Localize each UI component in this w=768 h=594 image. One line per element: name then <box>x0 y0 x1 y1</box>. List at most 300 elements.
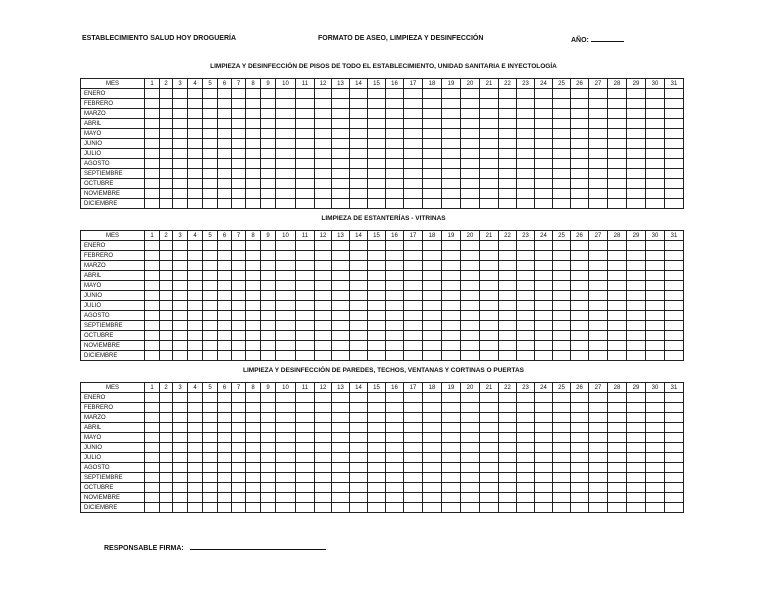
check-cell[interactable] <box>499 261 517 271</box>
check-cell[interactable] <box>276 463 296 473</box>
check-cell[interactable] <box>571 403 589 413</box>
check-cell[interactable] <box>627 159 646 169</box>
check-cell[interactable] <box>188 403 203 413</box>
check-cell[interactable] <box>646 199 665 209</box>
check-cell[interactable] <box>535 341 553 351</box>
check-cell[interactable] <box>404 241 423 251</box>
check-cell[interactable] <box>553 159 571 169</box>
check-cell[interactable] <box>246 473 261 483</box>
check-cell[interactable] <box>332 89 350 99</box>
check-cell[interactable] <box>553 189 571 199</box>
check-cell[interactable] <box>218 331 232 341</box>
check-cell[interactable] <box>261 493 276 503</box>
check-cell[interactable] <box>276 179 296 189</box>
check-cell[interactable] <box>261 483 276 493</box>
check-cell[interactable] <box>332 473 350 483</box>
check-cell[interactable] <box>160 281 173 291</box>
check-cell[interactable] <box>203 321 218 331</box>
check-cell[interactable] <box>646 463 665 473</box>
check-cell[interactable] <box>553 241 571 251</box>
check-cell[interactable] <box>246 463 261 473</box>
check-cell[interactable] <box>261 473 276 483</box>
check-cell[interactable] <box>296 403 315 413</box>
check-cell[interactable] <box>218 341 232 351</box>
check-cell[interactable] <box>423 423 442 433</box>
check-cell[interactable] <box>608 129 627 139</box>
check-cell[interactable] <box>553 261 571 271</box>
check-cell[interactable] <box>261 453 276 463</box>
check-cell[interactable] <box>246 341 261 351</box>
check-cell[interactable] <box>665 261 684 271</box>
check-cell[interactable] <box>646 493 665 503</box>
check-cell[interactable] <box>315 159 332 169</box>
check-cell[interactable] <box>665 493 684 503</box>
check-cell[interactable] <box>145 241 160 251</box>
check-cell[interactable] <box>535 331 553 341</box>
check-cell[interactable] <box>332 321 350 331</box>
check-cell[interactable] <box>261 179 276 189</box>
check-cell[interactable] <box>665 99 684 109</box>
check-cell[interactable] <box>535 423 553 433</box>
check-cell[interactable] <box>218 189 232 199</box>
check-cell[interactable] <box>232 433 246 443</box>
check-cell[interactable] <box>145 271 160 281</box>
check-cell[interactable] <box>589 403 608 413</box>
check-cell[interactable] <box>368 189 386 199</box>
check-cell[interactable] <box>246 99 261 109</box>
check-cell[interactable] <box>517 311 535 321</box>
check-cell[interactable] <box>627 271 646 281</box>
check-cell[interactable] <box>571 443 589 453</box>
check-cell[interactable] <box>145 99 160 109</box>
check-cell[interactable] <box>480 311 499 321</box>
check-cell[interactable] <box>218 199 232 209</box>
check-cell[interactable] <box>627 311 646 321</box>
check-cell[interactable] <box>608 311 627 321</box>
check-cell[interactable] <box>160 261 173 271</box>
check-cell[interactable] <box>571 149 589 159</box>
check-cell[interactable] <box>553 199 571 209</box>
check-cell[interactable] <box>517 149 535 159</box>
check-cell[interactable] <box>589 291 608 301</box>
check-cell[interactable] <box>232 261 246 271</box>
check-cell[interactable] <box>246 281 261 291</box>
check-cell[interactable] <box>423 321 442 331</box>
check-cell[interactable] <box>608 433 627 443</box>
check-cell[interactable] <box>368 281 386 291</box>
check-cell[interactable] <box>665 109 684 119</box>
check-cell[interactable] <box>480 403 499 413</box>
check-cell[interactable] <box>461 341 480 351</box>
check-cell[interactable] <box>145 159 160 169</box>
check-cell[interactable] <box>350 331 368 341</box>
check-cell[interactable] <box>350 281 368 291</box>
check-cell[interactable] <box>232 393 246 403</box>
check-cell[interactable] <box>368 271 386 281</box>
check-cell[interactable] <box>646 351 665 361</box>
check-cell[interactable] <box>589 169 608 179</box>
check-cell[interactable] <box>368 443 386 453</box>
check-cell[interactable] <box>553 443 571 453</box>
check-cell[interactable] <box>173 403 188 413</box>
check-cell[interactable] <box>188 443 203 453</box>
check-cell[interactable] <box>553 473 571 483</box>
check-cell[interactable] <box>350 139 368 149</box>
check-cell[interactable] <box>246 443 261 453</box>
check-cell[interactable] <box>296 463 315 473</box>
check-cell[interactable] <box>315 321 332 331</box>
check-cell[interactable] <box>188 493 203 503</box>
check-cell[interactable] <box>553 89 571 99</box>
check-cell[interactable] <box>589 261 608 271</box>
check-cell[interactable] <box>332 189 350 199</box>
check-cell[interactable] <box>608 159 627 169</box>
check-cell[interactable] <box>517 281 535 291</box>
check-cell[interactable] <box>315 99 332 109</box>
check-cell[interactable] <box>261 321 276 331</box>
check-cell[interactable] <box>296 413 315 423</box>
check-cell[interactable] <box>665 483 684 493</box>
check-cell[interactable] <box>203 169 218 179</box>
check-cell[interactable] <box>461 109 480 119</box>
check-cell[interactable] <box>627 483 646 493</box>
check-cell[interactable] <box>442 291 461 301</box>
check-cell[interactable] <box>404 453 423 463</box>
check-cell[interactable] <box>332 99 350 109</box>
check-cell[interactable] <box>646 89 665 99</box>
check-cell[interactable] <box>423 159 442 169</box>
check-cell[interactable] <box>203 241 218 251</box>
check-cell[interactable] <box>404 109 423 119</box>
check-cell[interactable] <box>646 393 665 403</box>
check-cell[interactable] <box>218 403 232 413</box>
check-cell[interactable] <box>589 301 608 311</box>
check-cell[interactable] <box>646 179 665 189</box>
check-cell[interactable] <box>350 119 368 129</box>
check-cell[interactable] <box>627 291 646 301</box>
check-cell[interactable] <box>386 493 404 503</box>
check-cell[interactable] <box>553 129 571 139</box>
check-cell[interactable] <box>386 331 404 341</box>
check-cell[interactable] <box>218 311 232 321</box>
check-cell[interactable] <box>386 483 404 493</box>
check-cell[interactable] <box>608 251 627 261</box>
check-cell[interactable] <box>386 169 404 179</box>
check-cell[interactable] <box>627 261 646 271</box>
check-cell[interactable] <box>423 483 442 493</box>
check-cell[interactable] <box>404 503 423 513</box>
check-cell[interactable] <box>608 169 627 179</box>
check-cell[interactable] <box>232 503 246 513</box>
check-cell[interactable] <box>442 169 461 179</box>
check-cell[interactable] <box>232 281 246 291</box>
check-cell[interactable] <box>461 179 480 189</box>
check-cell[interactable] <box>423 413 442 423</box>
check-cell[interactable] <box>188 413 203 423</box>
check-cell[interactable] <box>188 199 203 209</box>
check-cell[interactable] <box>480 433 499 443</box>
check-cell[interactable] <box>553 403 571 413</box>
check-cell[interactable] <box>203 179 218 189</box>
check-cell[interactable] <box>232 331 246 341</box>
check-cell[interactable] <box>315 503 332 513</box>
check-cell[interactable] <box>646 423 665 433</box>
check-cell[interactable] <box>218 503 232 513</box>
check-cell[interactable] <box>296 443 315 453</box>
check-cell[interactable] <box>461 413 480 423</box>
check-cell[interactable] <box>350 89 368 99</box>
check-cell[interactable] <box>203 281 218 291</box>
check-cell[interactable] <box>517 423 535 433</box>
check-cell[interactable] <box>499 351 517 361</box>
check-cell[interactable] <box>589 199 608 209</box>
check-cell[interactable] <box>203 393 218 403</box>
check-cell[interactable] <box>480 351 499 361</box>
check-cell[interactable] <box>404 179 423 189</box>
check-cell[interactable] <box>261 109 276 119</box>
check-cell[interactable] <box>332 403 350 413</box>
check-cell[interactable] <box>553 281 571 291</box>
check-cell[interactable] <box>332 149 350 159</box>
check-cell[interactable] <box>218 169 232 179</box>
check-cell[interactable] <box>296 89 315 99</box>
check-cell[interactable] <box>203 331 218 341</box>
check-cell[interactable] <box>160 89 173 99</box>
check-cell[interactable] <box>423 291 442 301</box>
check-cell[interactable] <box>261 403 276 413</box>
check-cell[interactable] <box>203 341 218 351</box>
check-cell[interactable] <box>261 99 276 109</box>
check-cell[interactable] <box>589 453 608 463</box>
check-cell[interactable] <box>261 433 276 443</box>
check-cell[interactable] <box>145 291 160 301</box>
check-cell[interactable] <box>571 199 589 209</box>
check-cell[interactable] <box>188 109 203 119</box>
check-cell[interactable] <box>499 473 517 483</box>
check-cell[interactable] <box>386 301 404 311</box>
check-cell[interactable] <box>368 341 386 351</box>
check-cell[interactable] <box>315 109 332 119</box>
check-cell[interactable] <box>665 281 684 291</box>
check-cell[interactable] <box>145 493 160 503</box>
check-cell[interactable] <box>160 321 173 331</box>
check-cell[interactable] <box>423 403 442 413</box>
check-cell[interactable] <box>386 139 404 149</box>
check-cell[interactable] <box>589 281 608 291</box>
check-cell[interactable] <box>218 463 232 473</box>
check-cell[interactable] <box>332 423 350 433</box>
check-cell[interactable] <box>442 443 461 453</box>
check-cell[interactable] <box>218 483 232 493</box>
check-cell[interactable] <box>480 321 499 331</box>
check-cell[interactable] <box>608 109 627 119</box>
check-cell[interactable] <box>368 179 386 189</box>
check-cell[interactable] <box>461 453 480 463</box>
check-cell[interactable] <box>535 261 553 271</box>
check-cell[interactable] <box>160 159 173 169</box>
check-cell[interactable] <box>232 99 246 109</box>
check-cell[interactable] <box>261 261 276 271</box>
check-cell[interactable] <box>608 301 627 311</box>
check-cell[interactable] <box>627 473 646 483</box>
check-cell[interactable] <box>218 413 232 423</box>
check-cell[interactable] <box>535 241 553 251</box>
check-cell[interactable] <box>499 149 517 159</box>
check-cell[interactable] <box>517 493 535 503</box>
check-cell[interactable] <box>203 493 218 503</box>
check-cell[interactable] <box>423 109 442 119</box>
check-cell[interactable] <box>535 493 553 503</box>
check-cell[interactable] <box>276 503 296 513</box>
check-cell[interactable] <box>589 433 608 443</box>
check-cell[interactable] <box>442 251 461 261</box>
check-cell[interactable] <box>517 331 535 341</box>
check-cell[interactable] <box>350 341 368 351</box>
check-cell[interactable] <box>232 453 246 463</box>
check-cell[interactable] <box>517 129 535 139</box>
check-cell[interactable] <box>461 149 480 159</box>
check-cell[interactable] <box>423 301 442 311</box>
check-cell[interactable] <box>627 433 646 443</box>
check-cell[interactable] <box>517 453 535 463</box>
check-cell[interactable] <box>517 341 535 351</box>
check-cell[interactable] <box>188 271 203 281</box>
check-cell[interactable] <box>535 443 553 453</box>
check-cell[interactable] <box>261 311 276 321</box>
check-cell[interactable] <box>665 169 684 179</box>
check-cell[interactable] <box>276 261 296 271</box>
check-cell[interactable] <box>188 139 203 149</box>
check-cell[interactable] <box>218 89 232 99</box>
check-cell[interactable] <box>517 179 535 189</box>
check-cell[interactable] <box>535 393 553 403</box>
check-cell[interactable] <box>461 89 480 99</box>
check-cell[interactable] <box>553 483 571 493</box>
check-cell[interactable] <box>517 443 535 453</box>
check-cell[interactable] <box>332 119 350 129</box>
check-cell[interactable] <box>246 89 261 99</box>
check-cell[interactable] <box>296 423 315 433</box>
check-cell[interactable] <box>296 331 315 341</box>
check-cell[interactable] <box>404 149 423 159</box>
check-cell[interactable] <box>315 139 332 149</box>
check-cell[interactable] <box>261 341 276 351</box>
check-cell[interactable] <box>553 99 571 109</box>
check-cell[interactable] <box>461 271 480 281</box>
check-cell[interactable] <box>535 351 553 361</box>
check-cell[interactable] <box>423 433 442 443</box>
check-cell[interactable] <box>665 89 684 99</box>
check-cell[interactable] <box>145 89 160 99</box>
check-cell[interactable] <box>627 321 646 331</box>
check-cell[interactable] <box>188 331 203 341</box>
check-cell[interactable] <box>386 241 404 251</box>
check-cell[interactable] <box>665 179 684 189</box>
check-cell[interactable] <box>535 149 553 159</box>
check-cell[interactable] <box>188 179 203 189</box>
check-cell[interactable] <box>246 291 261 301</box>
check-cell[interactable] <box>232 463 246 473</box>
check-cell[interactable] <box>232 119 246 129</box>
check-cell[interactable] <box>350 149 368 159</box>
check-cell[interactable] <box>276 483 296 493</box>
check-cell[interactable] <box>188 453 203 463</box>
check-cell[interactable] <box>404 139 423 149</box>
check-cell[interactable] <box>296 341 315 351</box>
check-cell[interactable] <box>246 129 261 139</box>
check-cell[interactable] <box>188 119 203 129</box>
check-cell[interactable] <box>646 301 665 311</box>
check-cell[interactable] <box>296 189 315 199</box>
check-cell[interactable] <box>332 463 350 473</box>
check-cell[interactable] <box>332 351 350 361</box>
check-cell[interactable] <box>423 261 442 271</box>
check-cell[interactable] <box>461 159 480 169</box>
check-cell[interactable] <box>145 503 160 513</box>
check-cell[interactable] <box>571 341 589 351</box>
check-cell[interactable] <box>315 311 332 321</box>
check-cell[interactable] <box>173 433 188 443</box>
check-cell[interactable] <box>517 483 535 493</box>
check-cell[interactable] <box>665 291 684 301</box>
check-cell[interactable] <box>646 189 665 199</box>
check-cell[interactable] <box>499 241 517 251</box>
check-cell[interactable] <box>423 281 442 291</box>
check-cell[interactable] <box>386 463 404 473</box>
check-cell[interactable] <box>571 129 589 139</box>
check-cell[interactable] <box>665 311 684 321</box>
check-cell[interactable] <box>423 463 442 473</box>
check-cell[interactable] <box>160 271 173 281</box>
check-cell[interactable] <box>261 129 276 139</box>
check-cell[interactable] <box>246 189 261 199</box>
check-cell[interactable] <box>276 109 296 119</box>
check-cell[interactable] <box>627 463 646 473</box>
check-cell[interactable] <box>368 159 386 169</box>
check-cell[interactable] <box>571 251 589 261</box>
check-cell[interactable] <box>218 281 232 291</box>
check-cell[interactable] <box>535 99 553 109</box>
check-cell[interactable] <box>350 251 368 261</box>
check-cell[interactable] <box>423 99 442 109</box>
check-cell[interactable] <box>442 89 461 99</box>
check-cell[interactable] <box>461 503 480 513</box>
check-cell[interactable] <box>535 271 553 281</box>
check-cell[interactable] <box>145 393 160 403</box>
check-cell[interactable] <box>665 453 684 463</box>
check-cell[interactable] <box>442 189 461 199</box>
check-cell[interactable] <box>404 199 423 209</box>
check-cell[interactable] <box>145 199 160 209</box>
check-cell[interactable] <box>589 483 608 493</box>
check-cell[interactable] <box>589 99 608 109</box>
check-cell[interactable] <box>608 493 627 503</box>
check-cell[interactable] <box>203 351 218 361</box>
check-cell[interactable] <box>442 433 461 443</box>
check-cell[interactable] <box>203 453 218 463</box>
check-cell[interactable] <box>332 483 350 493</box>
check-cell[interactable] <box>646 159 665 169</box>
check-cell[interactable] <box>315 443 332 453</box>
check-cell[interactable] <box>499 483 517 493</box>
check-cell[interactable] <box>423 503 442 513</box>
check-cell[interactable] <box>589 423 608 433</box>
check-cell[interactable] <box>608 403 627 413</box>
check-cell[interactable] <box>665 413 684 423</box>
check-cell[interactable] <box>627 341 646 351</box>
check-cell[interactable] <box>627 149 646 159</box>
check-cell[interactable] <box>203 109 218 119</box>
